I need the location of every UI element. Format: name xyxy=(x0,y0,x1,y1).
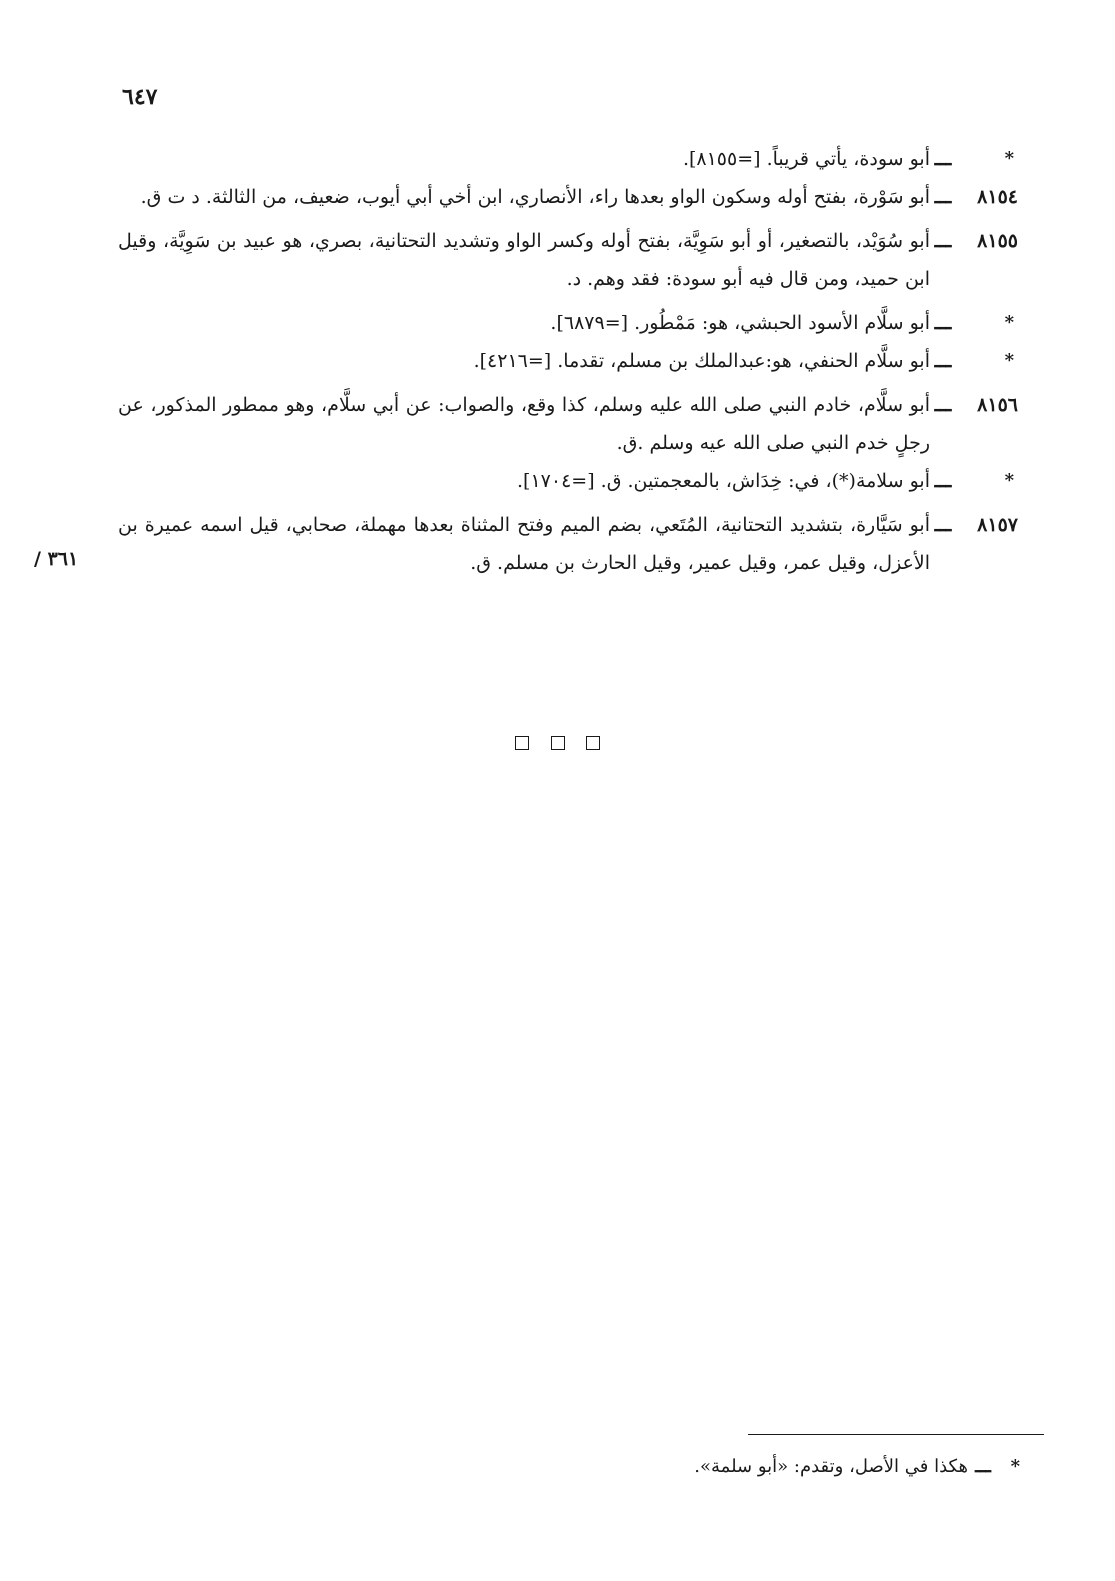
entry-text: أبو سلامة(*)، في: خِدَاش، بالمعجمتين. ق. [=١٧٠٤]. xyxy=(517,470,930,492)
entry-dash: ـــ xyxy=(934,394,952,416)
entry-star-4 xyxy=(118,462,1018,500)
entry-dash: ـــ xyxy=(934,312,952,334)
entry-number: ٨١٥٦ xyxy=(977,394,1018,416)
entry-dash: ـــ xyxy=(934,350,952,372)
entry-number: ٨١٥٥ xyxy=(977,230,1018,252)
footnote-marker: * xyxy=(1010,1456,1020,1477)
entry-text: أبو سلَّام الحنفي، هو:عبدالملك بن مسلم، تقدما. [=٤٢١٦]. xyxy=(473,350,930,372)
page-number: ٦٤٧ xyxy=(122,84,158,110)
entry-text: أبو سلَّام، خادم النبي صلى الله عليه وسلم، كذا وقع، والصواب: عن أبي سلَّام، وهو ممطور المذكور، عن رجلٍ خدم النبي صلى الله عيه وسلم .ق. xyxy=(118,394,930,454)
entry-star-3 xyxy=(118,342,1018,380)
entry-8155 xyxy=(118,222,1018,298)
footnote-text: هكذا في الأصل، وتقدم: «أبو سلمة». xyxy=(694,1456,968,1477)
margin-page-reference: / ٣٦١ xyxy=(34,548,79,570)
entry-8157 xyxy=(118,506,1018,582)
entry-text: أبو سَيَّارة، بتشديد التحتانية، المُتَعي، بضم الميم وفتح المثناة بعدها مهملة، صحابي، قيل اسمه عميرة بن الأعزل، وقيل عمر، وقيل عمير، وقيل الحارث بن مسلم. ق. xyxy=(118,514,930,574)
footnote xyxy=(500,1450,1020,1484)
entry-marker: * xyxy=(1004,470,1014,491)
entry-marker: * xyxy=(1004,312,1014,333)
entry-dash: ـــ xyxy=(934,514,952,536)
entry-marker: * xyxy=(1004,350,1014,371)
entries-list xyxy=(118,140,1018,588)
entry-dash: ـــ xyxy=(934,148,952,170)
entry-dash: ـــ xyxy=(934,470,952,492)
footnote-divider xyxy=(748,1434,1044,1435)
footnote-dash: ـــ xyxy=(975,1456,991,1477)
separator-square-icon xyxy=(586,736,600,750)
separator-square-icon xyxy=(551,736,565,750)
section-separator xyxy=(0,732,1115,751)
entry-8154 xyxy=(118,178,1018,216)
entry-text: أبو سَوْرة، بفتح أوله وسكون الواو بعدها راء، الأنصاري، ابن أخي أبي أيوب، ضعيف، من الثالثة. د ت ق. xyxy=(140,186,930,208)
entry-dash: ـــ xyxy=(934,230,952,252)
entry-text: أبو سُوَيْد، بالتصغير، أو أبو سَوِيَّة، بفتح أوله وكسر الواو وتشديد التحتانية، بصري، هو عبيد بن سَوِيَّة، وقيل ابن حميد، ومن قال فيه أبو سودة: فقد وهم. د. xyxy=(118,230,930,290)
entry-star-2 xyxy=(118,304,1018,342)
entry-dash: ـــ xyxy=(934,186,952,208)
entry-8156 xyxy=(118,386,1018,462)
entry-star-1 xyxy=(118,140,1018,178)
entry-marker: * xyxy=(1004,148,1014,169)
entry-text: أبو سلَّام الأسود الحبشي، هو: مَمْطُور. [=٦٨٧٩]. xyxy=(550,312,930,334)
separator-square-icon xyxy=(515,736,529,750)
entry-text: أبو سودة، يأتي قريباً. [=٨١٥٥]. xyxy=(682,148,930,170)
entry-number: ٨١٥٧ xyxy=(977,514,1018,536)
entry-number: ٨١٥٤ xyxy=(977,186,1018,208)
